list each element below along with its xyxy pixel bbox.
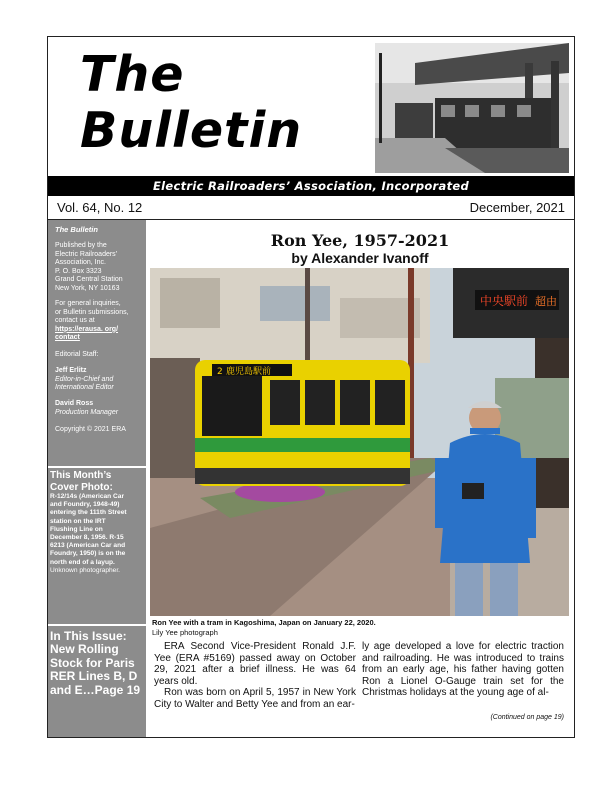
in-this-issue-line: Stock for Paris <box>50 655 135 670</box>
article-paragraph: ly age developed a love for electric traction and railroading. He was introduced to trains from an early age, his father having gotten Ron a Lionel O-Gauge train set for the Christmas holidays at the young age of al- <box>362 641 564 699</box>
cover-photo-text: R-12/14s (American Car <box>50 493 125 500</box>
issue-info-row <box>48 197 574 220</box>
publisher-line: New York, NY 10163 <box>55 284 120 292</box>
in-this-issue-line: In This Issue: <box>50 629 127 643</box>
sidebar-title: The Bulletin <box>55 225 98 234</box>
publisher-block <box>55 242 143 294</box>
photo-credit: Lily Yee photograph <box>152 627 218 637</box>
continued-note[interactable]: (Continued on page 19) <box>490 714 564 721</box>
sidebar-masthead-block <box>55 226 143 235</box>
inquiry-line: contact us at <box>55 317 95 325</box>
contact-link[interactable]: https://erausa. org/ <box>55 325 119 333</box>
in-this-issue-line: and E…Page 19 <box>50 682 141 697</box>
in-this-issue-line: RER Lines B, D <box>50 669 138 684</box>
editor-block <box>55 367 143 393</box>
inquiry-line: For general inquiries, <box>55 300 121 307</box>
issue-date: December, 2021 <box>469 200 565 215</box>
station-sign-text-2: 超由 <box>535 295 557 308</box>
staff-heading: Editorial Staff: <box>55 351 99 358</box>
cover-photo-heading: Cover Photo: <box>50 481 113 493</box>
cover-photo-text: entering the 111th Street <box>50 509 127 517</box>
sidebar <box>48 220 146 737</box>
article-title: Ron Yee, 1957-2021 <box>270 231 450 250</box>
publisher-line: Grand Central Station <box>55 276 123 284</box>
copyright-notice: Copyright © 2021 ERA <box>55 426 126 433</box>
main-article <box>148 220 572 737</box>
cover-photo-box <box>50 470 144 620</box>
cover-photo-text: 6213 (American Car and <box>50 542 126 550</box>
masthead-title <box>80 47 380 159</box>
station-sign-text: 中央駅前 <box>480 294 529 308</box>
cover-photo-text: north end of a layup. <box>50 558 115 566</box>
in-this-issue-line: New Rolling <box>50 642 119 657</box>
inquiry-line: or Bulletin submissions, <box>55 308 129 316</box>
sidebar-divider <box>48 466 146 468</box>
manager-role: Production Manager <box>55 408 119 416</box>
caption-text: Ron Yee with a tram in Kagoshima, Japan on January 22, 2020. <box>152 618 376 627</box>
cover-photo-heading: This Month’s <box>50 470 112 481</box>
cover-photo-credit: Unknown photographer. <box>50 566 121 574</box>
inquiry-block <box>55 300 143 343</box>
publisher-line: Electric Railroaders’ <box>55 250 118 258</box>
cover-photo-text: Flushing Line on <box>50 525 103 533</box>
article-column-1 <box>154 641 356 711</box>
tram-destination-number: 2 <box>217 367 223 377</box>
contact-link[interactable]: contact <box>55 334 80 342</box>
subway-photo-illustration <box>375 43 569 173</box>
editor-role: Editor-in-Chief and <box>55 375 114 383</box>
article-paragraph: Ron was born on April 5, 1957 in New York City to Walter and Betty Yee and from an ear- <box>154 687 356 710</box>
manager-block <box>55 400 143 417</box>
masthead-subway-photo <box>375 43 569 173</box>
cover-photo-text: December 8, 1956. R-15 <box>50 534 124 542</box>
volume-number: Vol. 64, No. 12 <box>57 200 143 215</box>
editor-name: Jeff Erlitz <box>55 367 87 374</box>
sidebar-divider <box>48 624 146 626</box>
article-byline: by Alexander Ivanoff <box>291 250 429 266</box>
cover-photo-text: Foundry, 1950) is on the <box>50 550 126 558</box>
tram-destination-sign: 鹿児島駅前 <box>226 367 272 377</box>
manager-name: David Ross <box>55 400 94 407</box>
bulletin-page <box>47 36 575 738</box>
in-this-issue-box <box>50 630 144 697</box>
publisher-line: Association, Inc. <box>55 259 106 267</box>
publisher-line: P. O. Box 3323 <box>55 267 102 275</box>
association-banner: Electric Railroaders’ Association, Incorporated <box>48 176 574 196</box>
cover-photo-text: station on the IRT <box>50 517 106 525</box>
article-paragraph: ERA Second Vice-President Ronald J.F. Yee (ERA #5169) passed away on October 29, 2021 after a brief illness. He was 64 years old. <box>154 641 356 687</box>
editor-role: International Editor <box>55 384 114 392</box>
masthead-title-line1: The <box>80 46 185 103</box>
tram-photo-illustration <box>150 268 569 616</box>
cover-photo-text: and Foundry, 1948-49) <box>50 501 120 509</box>
publisher-line: Published by the <box>55 242 107 249</box>
masthead-title-line2: Bulletin <box>80 102 303 159</box>
photo-caption <box>152 618 570 637</box>
article-column-2 <box>362 641 564 699</box>
tram-photo <box>150 268 569 616</box>
